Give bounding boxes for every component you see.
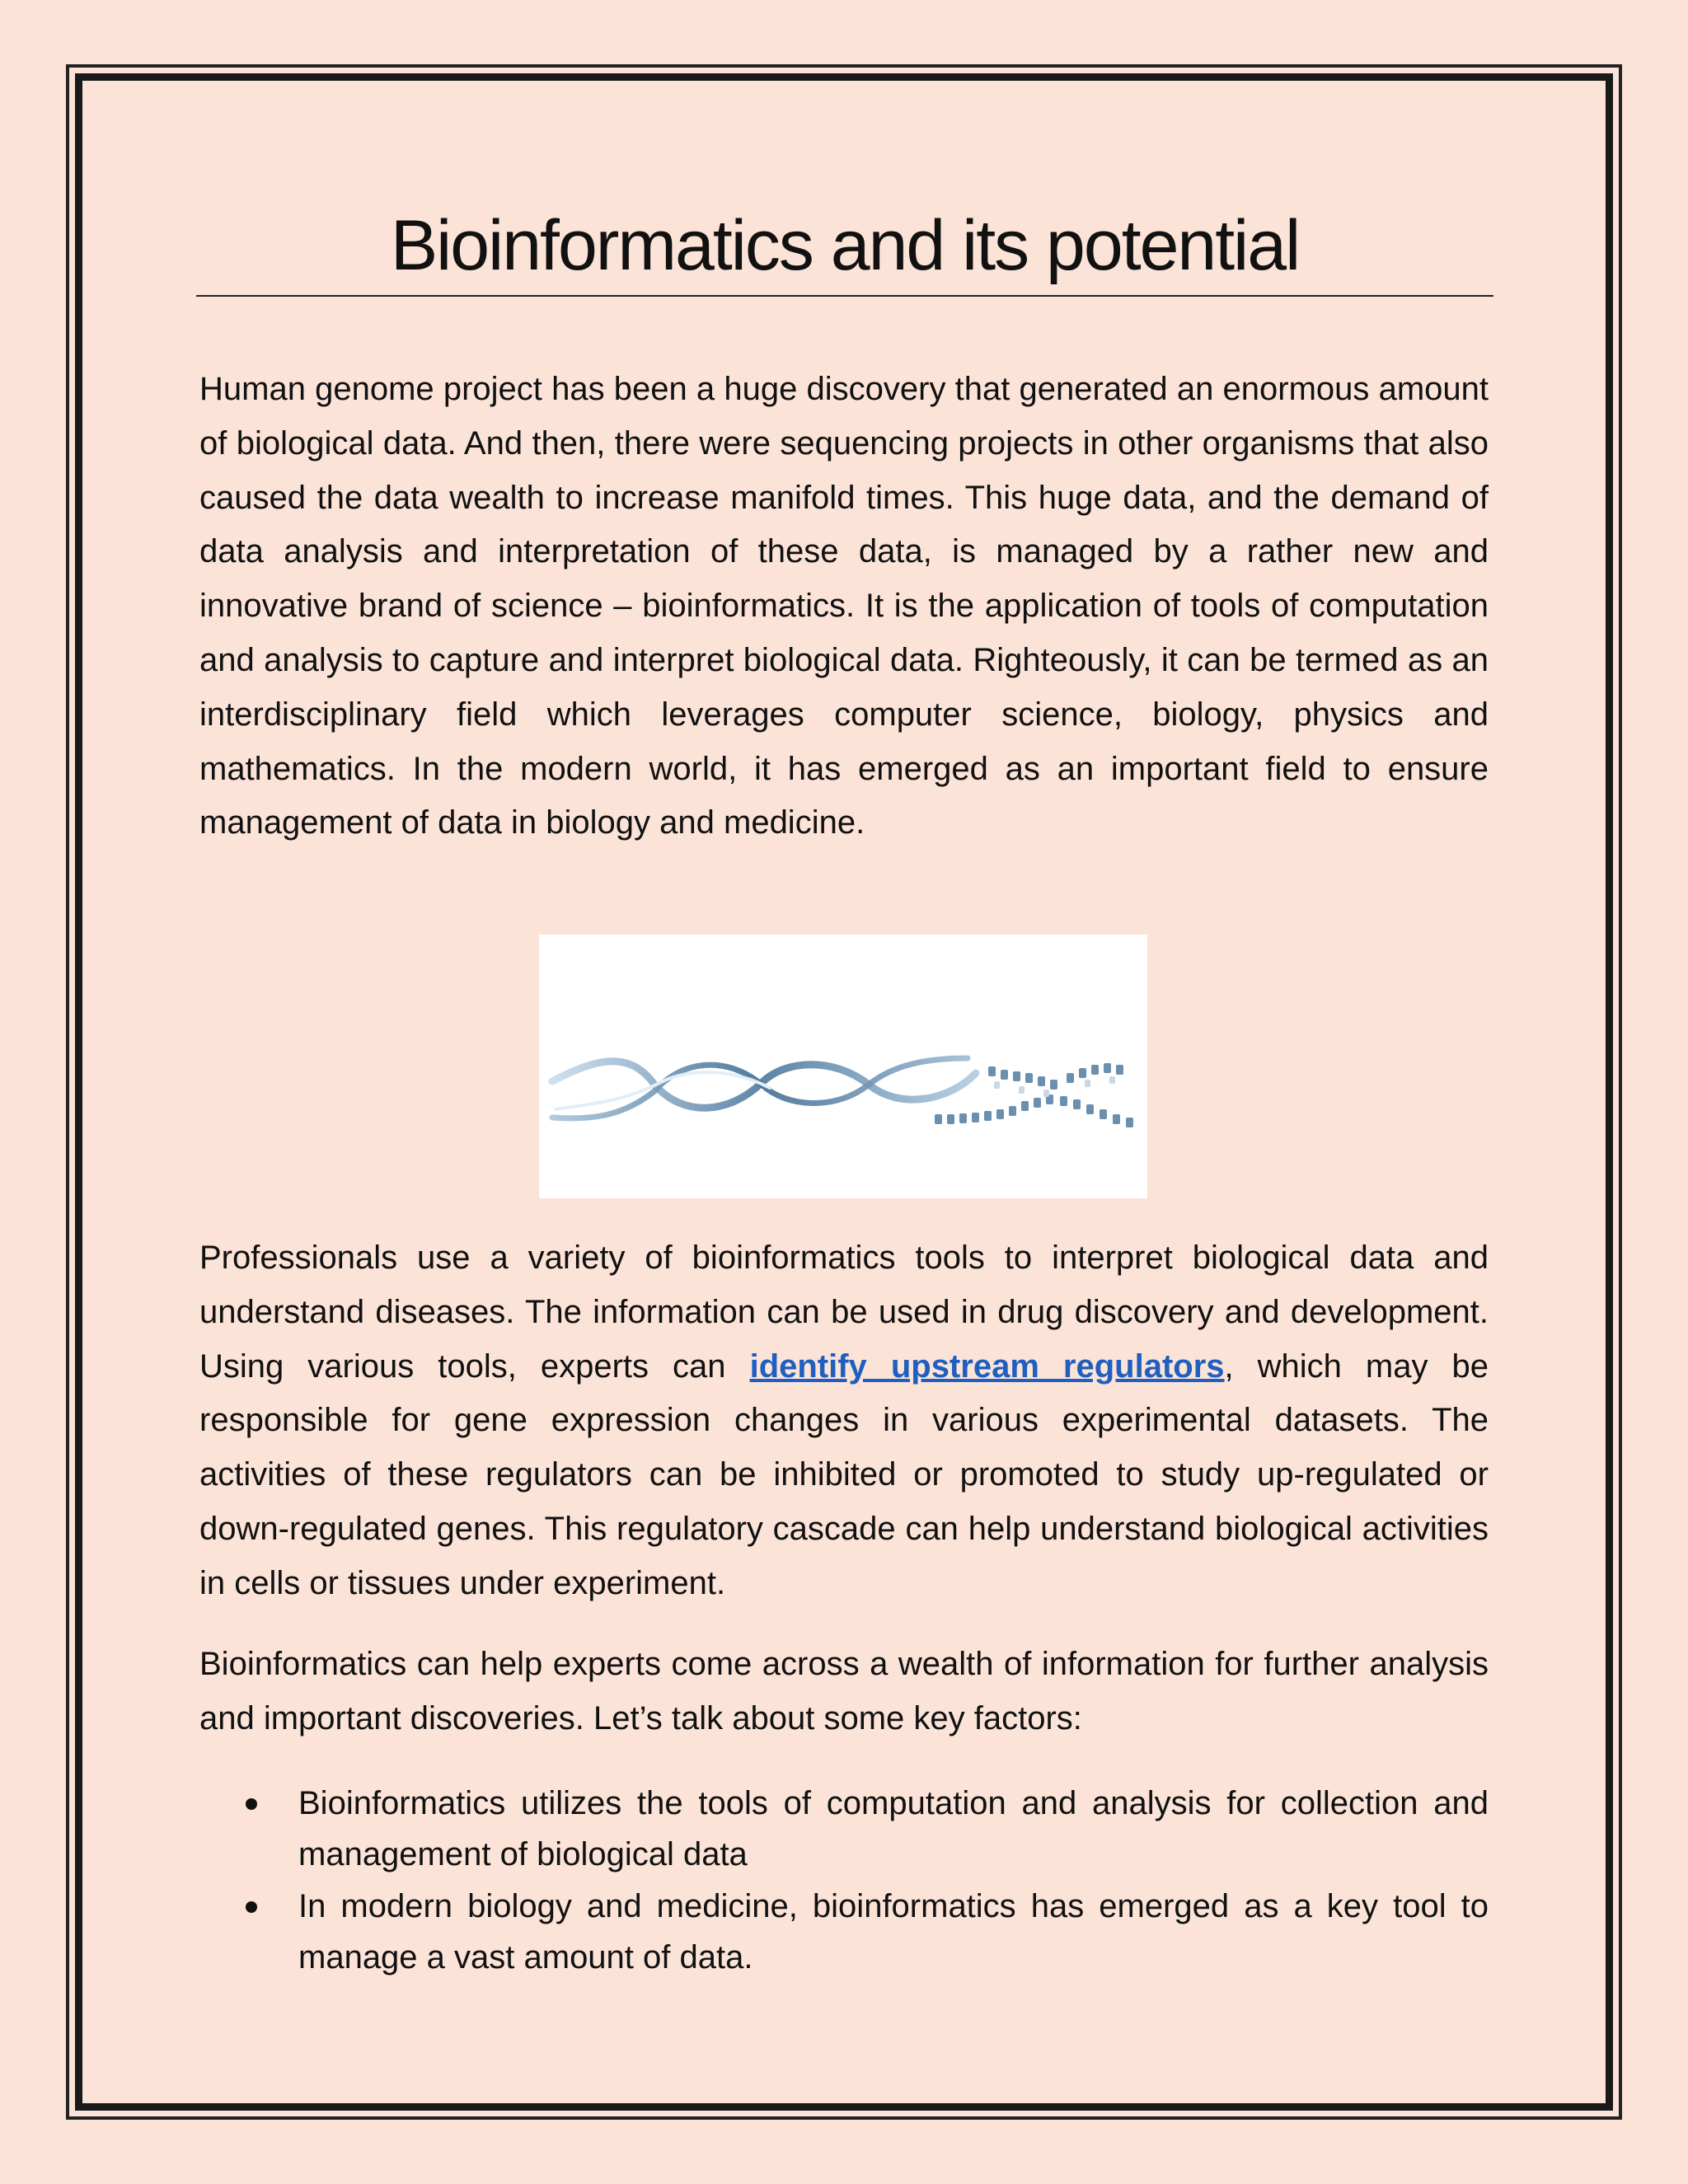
bullet-icon — [246, 1798, 257, 1810]
list-item-text: Bioinformatics utilizes the tools of computation and analysis for collection and management of biological data — [298, 1785, 1489, 1872]
tools-paragraph — [199, 1231, 1489, 1611]
dna-helix-icon — [539, 935, 1147, 1198]
tools-paragraph-text-start: Professionals use a variety of bioinformatics tools to interpret biological data and understand diseases. The information can be used in drug discovery and development. Using various tools, experts can — [199, 1240, 1489, 1385]
list-item — [199, 1881, 1489, 1983]
dna-helix-image — [539, 935, 1147, 1198]
bullet-icon — [246, 1901, 257, 1913]
list-item-text: In modern biology and medicine, bioinformatics has emerged as a key tool to manage a vast amount of data. — [298, 1888, 1489, 1975]
list-item — [199, 1778, 1489, 1880]
intro-paragraph: Human genome project has been a huge discovery that generated an enormous amount of biological data. And then, there were sequencing projects in other organisms that also caused the data wealth to increase manifold times. This huge data, and the demand of data analysis and interpretation of these data, is managed by a rather new and innovative brand of science – bioinformatics. It is the application of tools of computation and analysis to capture and interpret biological data. Righteously, it can be termed as an interdisciplinary field which leverages computer science, biology, physics and mathematics. In the modern world, it has emerged as an important field to ensure management of data in biology and medicine. — [199, 371, 1489, 841]
key-factors-paragraph: Bioinformatics can help experts come across a wealth of information for further analysis and important discoveries. Let’s talk about some key factors: — [199, 1646, 1489, 1736]
page-title: Bioinformatics and its potential — [390, 206, 1300, 285]
title-underline — [196, 295, 1493, 297]
key-factors-list — [199, 1778, 1489, 1984]
identify-upstream-regulators-link[interactable]: identify upstream regulators — [749, 1347, 1225, 1385]
tools-paragraph-text-end: , which may be responsible for gene expression changes in various experimental datasets. The activities of these regulators can be inhibited or promoted to study up-regulated or down-regulated genes. This regulatory cascade can help understand biological activities in cells or tissues under experiment. — [199, 1347, 1489, 1601]
